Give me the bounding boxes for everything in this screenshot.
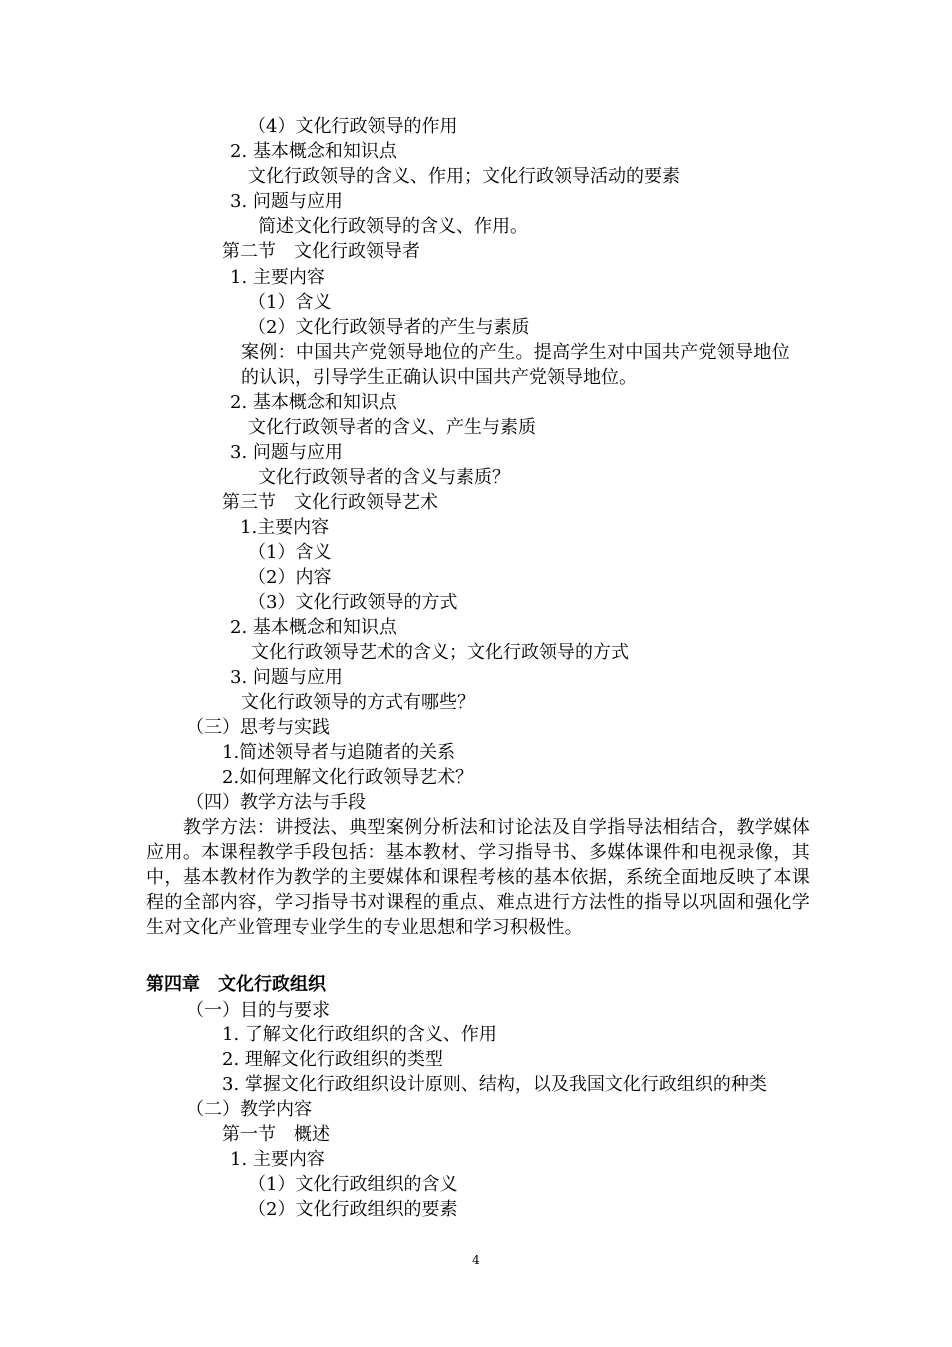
chapter-heading: 第四章 文化行政组织 [146, 974, 326, 995]
text-line: 2.如何理解文化行政领导艺术？ [222, 767, 474, 788]
text-line: （1）含义 [248, 542, 332, 563]
text-line: 文化行政领导艺术的含义；文化行政领导的方式 [251, 642, 629, 663]
subsection-heading: （一）目的与要求 [186, 1000, 330, 1021]
text-line: 3. 问题与应用 [230, 442, 343, 463]
text-line: 文化行政领导者的含义、产生与素质 [248, 417, 536, 438]
text-line: 文化行政领导的含义、作用；文化行政领导活动的要素 [248, 166, 680, 187]
section-heading: 第一节 概述 [222, 1124, 330, 1145]
page-number: 4 [472, 1253, 480, 1267]
text-line: 1. 主要内容 [230, 267, 325, 288]
text-line: 1. 了解文化行政组织的含义、作用 [222, 1024, 497, 1045]
subsection-heading: （三）思考与实践 [186, 717, 330, 738]
text-line: 2. 理解文化行政组织的类型 [222, 1049, 443, 1070]
text-line: 3. 问题与应用 [230, 191, 343, 212]
text-line: 文化行政领导的方式有哪些？ [241, 692, 475, 713]
section-heading: 第二节 文化行政领导者 [222, 241, 420, 262]
section-heading: 第三节 文化行政领导艺术 [222, 492, 438, 513]
text-line: 3. 问题与应用 [230, 667, 343, 688]
text-line: 1.主要内容 [240, 517, 330, 538]
text-line: 的认识，引导学生正确认识中国共产党领导地位。 [241, 367, 637, 388]
text-line: （1）含义 [248, 292, 332, 313]
text-line: 案例：中国共产党领导地位的产生。提高学生对中国共产党领导地位 [241, 342, 790, 363]
methods-paragraph: 教学方法：讲授法、典型案例分析法和讨论法及自学指导法相结合，教学媒体应用。本课程教学手段包括：基本教材、学习指导书、多媒体课件和电视录像，其中，基本教材作为教学的主要媒体和课程考核的基本依据，系统全面地反映了本课程的全部内容，学习指导书对课程的重点、难点进行方法性的指导以巩固和强化学生对文化产业管理专业学生的专业思想和学习积极性。 [146, 817, 810, 938]
text-line: （3）文化行政领导的方式 [248, 592, 458, 613]
text-line: （4）文化行政领导的作用 [248, 116, 458, 137]
subsection-heading: （二）教学内容 [186, 1099, 312, 1120]
text-line: 3. 掌握文化行政组织设计原则、结构，以及我国文化行政组织的种类 [222, 1074, 767, 1095]
text-line: （2）文化行政领导者的产生与素质 [248, 317, 530, 338]
text-line: （2）文化行政组织的要素 [248, 1199, 458, 1220]
subsection-heading: （四）教学方法与手段 [186, 792, 366, 813]
text-line: （1）文化行政组织的含义 [248, 1174, 458, 1195]
text-line: 2. 基本概念和知识点 [230, 617, 397, 638]
text-line: 文化行政领导者的含义与素质？ [258, 467, 510, 488]
text-line: （2）内容 [248, 567, 332, 588]
text-line: 1.简述领导者与追随者的关系 [222, 742, 456, 763]
text-line: 2. 基本概念和知识点 [230, 392, 397, 413]
text-line: 1. 主要内容 [230, 1149, 325, 1170]
text-line: 简述文化行政领导的含义、作用。 [258, 216, 528, 237]
text-line: 2. 基本概念和知识点 [230, 141, 397, 162]
